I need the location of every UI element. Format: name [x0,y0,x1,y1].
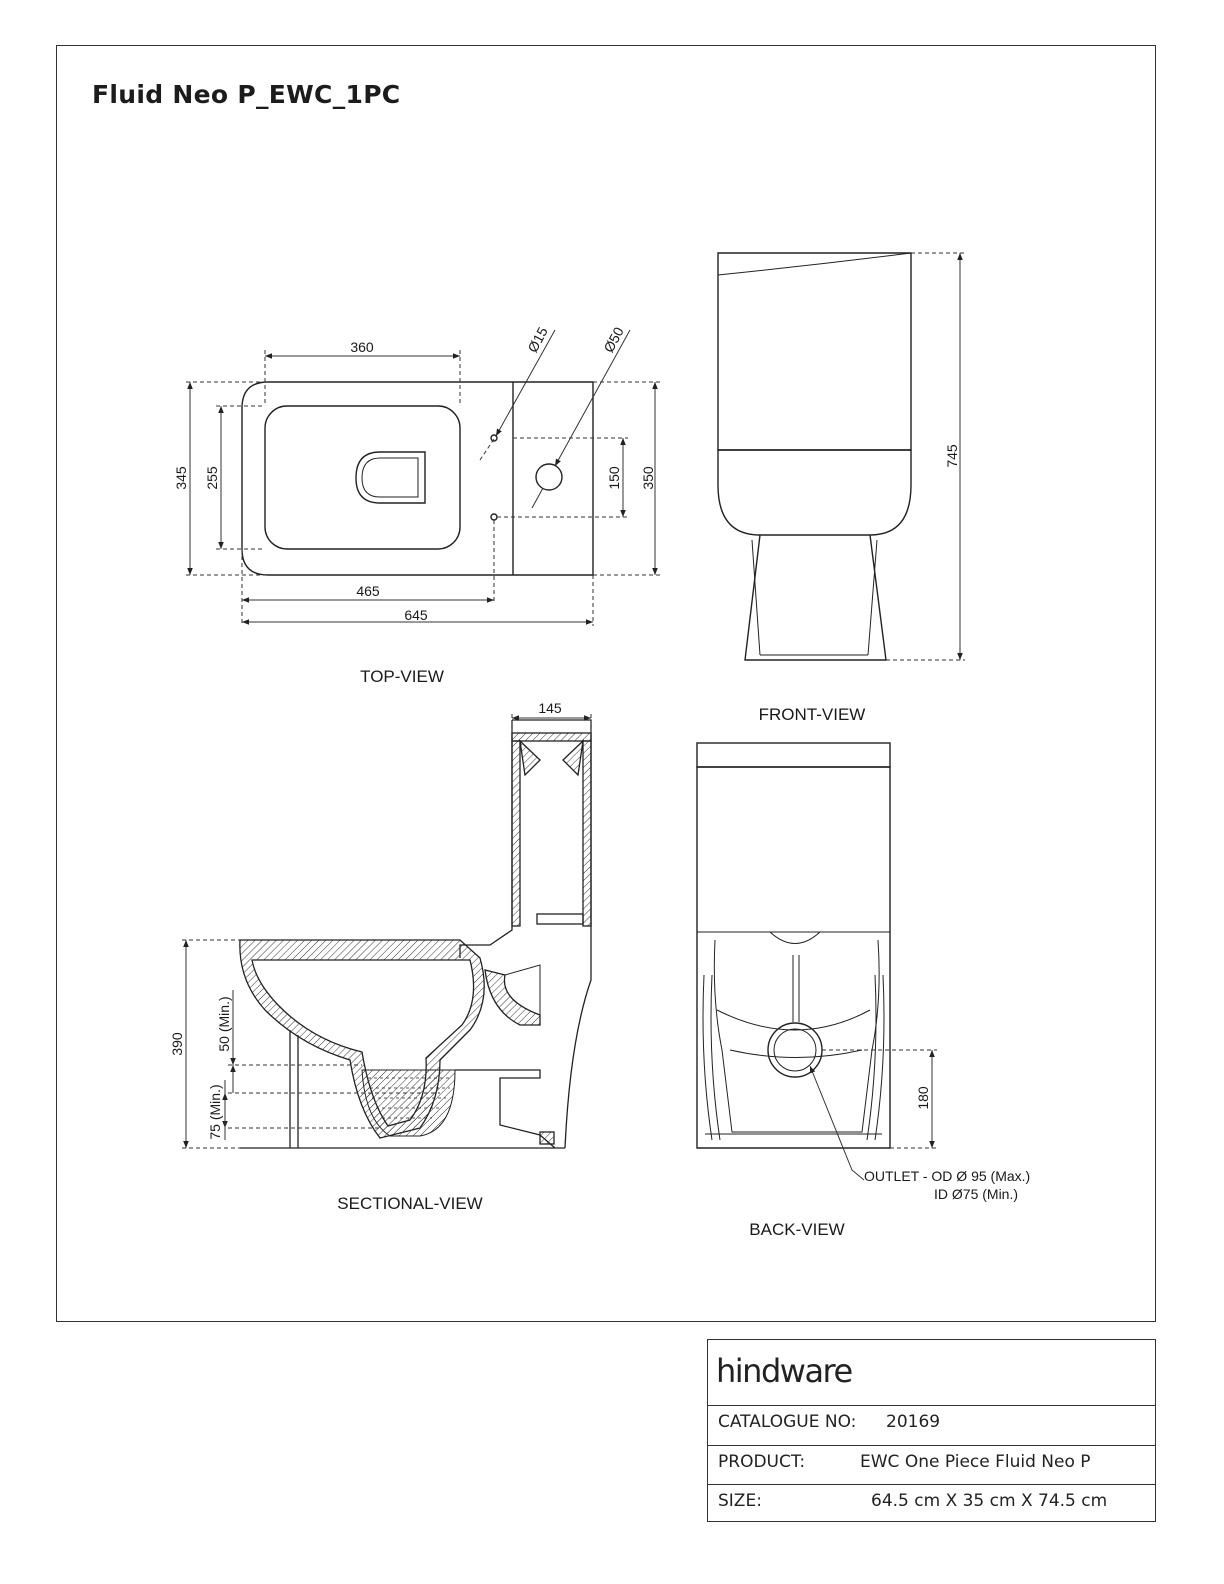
product-row [708,1445,1155,1484]
drawing-title: Fluid Neo P_EWC_1PC [92,80,401,109]
size-value: 64.5 cm X 35 cm X 74.5 cm [871,1491,1108,1511]
front-view-cistern [718,253,911,450]
back-view-dimensions [810,1050,937,1180]
dim-465: 465 [356,583,380,599]
dim-50-min: 50 (Min.) [216,996,232,1052]
front-view-pedestal [745,535,886,660]
size-row [708,1484,1155,1521]
catalogue-value: 20169 [886,1412,941,1432]
dim-350: 350 [640,466,656,490]
product-value: EWC One Piece Fluid Neo P [860,1452,1091,1472]
sectional-view [240,720,591,1148]
top-view-dimensions [186,330,660,626]
dim-145: 145 [538,700,562,716]
dim-75-min: 75 (Min.) [207,1084,223,1140]
front-view [718,253,911,660]
top-view-fixing-hole [491,514,497,520]
catalogue-row [708,1405,1155,1445]
title-block [707,1339,1156,1522]
outlet-note-line1: OUTLET - OD Ø 95 (Max.) [864,1168,1031,1184]
back-view-cistern-top [697,743,890,767]
back-view-outlet [768,1023,822,1077]
brand-logo: hindware [716,1352,852,1390]
view-label-front: FRONT-VIEW [758,705,866,724]
back-view [697,743,890,1148]
top-view [242,382,593,575]
dim-390: 390 [169,1032,185,1056]
view-label-back: BACK-VIEW [749,1220,845,1239]
dim-645: 645 [404,607,428,623]
top-view-outlet-hole [536,464,562,490]
dim-d15: Ø15 [524,324,551,356]
outlet-note-line2: ID Ø75 (Min.) [934,1186,1019,1202]
catalogue-label: CATALOGUE NO: [718,1412,857,1432]
product-label: PRODUCT: [718,1452,806,1472]
dim-d50: Ø50 [600,324,627,356]
view-label-sectional: SECTIONAL-VIEW [337,1194,483,1213]
dim-180: 180 [915,1086,931,1110]
front-view-bowl [718,450,911,535]
dim-745: 745 [944,444,960,468]
sectional-cistern-outer [512,720,591,1148]
size-label: SIZE: [718,1491,762,1511]
dim-360: 360 [350,339,374,355]
view-label-top: TOP-VIEW [360,667,444,686]
dim-150: 150 [606,466,622,490]
dim-345: 345 [173,466,189,490]
dim-255: 255 [204,466,220,490]
top-view-flush-button [356,452,425,503]
top-view-labels [173,324,656,686]
